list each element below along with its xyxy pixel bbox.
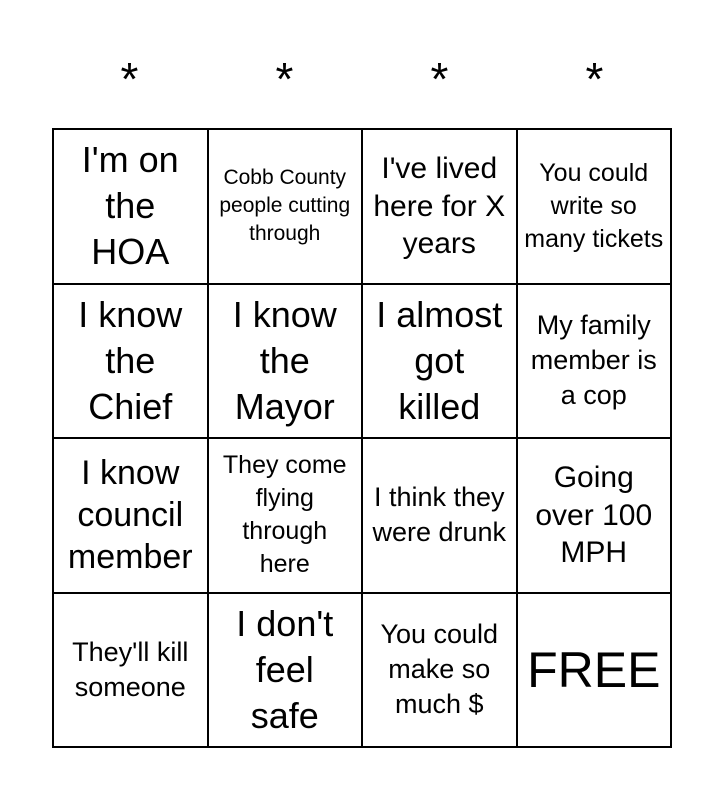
header-star-2: * xyxy=(275,53,294,105)
bingo-cell-3[interactable] xyxy=(363,130,518,285)
cell-text: I think they were drunk xyxy=(372,482,507,548)
bingo-cell-5[interactable] xyxy=(54,285,209,440)
cell-text: I know the Chief xyxy=(78,293,183,427)
bingo-cell-4[interactable] xyxy=(518,130,673,285)
cell-text: I'm on the HOA xyxy=(81,139,179,273)
cell-text: I know the Mayor xyxy=(232,293,337,427)
free-space-label: FREE xyxy=(527,641,661,698)
cell-text: You could write so many tickets xyxy=(524,158,664,253)
cell-text: I almost got killed xyxy=(376,293,503,427)
cell-text: I don't feel safe xyxy=(236,602,334,736)
cell-text: I've lived here for X years xyxy=(373,152,506,260)
bingo-cell-9[interactable] xyxy=(54,439,209,594)
cell-text: Going over 100 MPH xyxy=(535,461,653,569)
header-star-4: * xyxy=(585,53,604,105)
header-star-3: * xyxy=(430,53,449,105)
bingo-cell-13[interactable] xyxy=(54,594,209,749)
bingo-header xyxy=(52,50,672,110)
bingo-cell-12[interactable] xyxy=(518,439,673,594)
cell-text: You could make so much $ xyxy=(380,619,499,720)
cell-text: They come flying through here xyxy=(222,451,347,579)
cell-text: They'll kill someone xyxy=(72,636,189,702)
bingo-cell-2[interactable] xyxy=(209,130,364,285)
bingo-cell-14[interactable] xyxy=(209,594,364,749)
bingo-cell-7[interactable] xyxy=(363,285,518,440)
cell-text: Cobb County people cutting through xyxy=(219,166,351,246)
bingo-cell-6[interactable] xyxy=(209,285,364,440)
bingo-cell-free[interactable] xyxy=(518,594,673,749)
header-star-1: * xyxy=(120,53,139,105)
bingo-cell-15[interactable] xyxy=(363,594,518,749)
cell-text: I know council member xyxy=(67,454,193,577)
bingo-cell-11[interactable] xyxy=(363,439,518,594)
cell-text: My family member is a cop xyxy=(530,310,657,411)
bingo-cell-10[interactable] xyxy=(209,439,364,594)
bingo-cell-1[interactable] xyxy=(54,130,209,285)
bingo-board xyxy=(52,128,672,748)
bingo-cell-8[interactable] xyxy=(518,285,673,440)
